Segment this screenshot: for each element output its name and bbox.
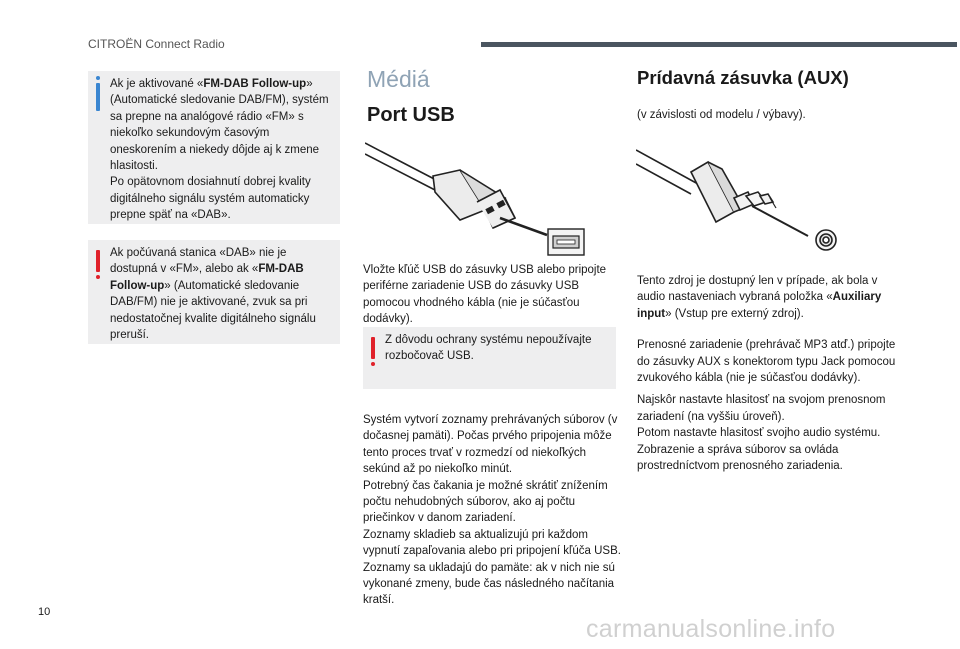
usb-plug-icon — [365, 140, 590, 260]
info-note-bold: FM-DAB Follow-up — [203, 78, 307, 90]
warning-note-bold: FM-DAB Follow-up — [110, 263, 304, 292]
aux-paragraph-1-text: Tento zdroj je dostupný len v prípade, ak bola v audio nastaveniach vybraná položka « — [637, 275, 878, 304]
info-note-text: Ak je aktivované « — [110, 78, 204, 90]
usb-description — [363, 412, 621, 609]
page-number: 10 — [38, 606, 51, 618]
aux-paragraph-3: Najskôr nastavte hlasitosť na svojom prenosnom zariadení (na vyššiu úroveň). — [637, 394, 886, 423]
header-bar — [481, 42, 957, 47]
warning-note-text: » (Automatické sledovanie DAB/FM) nie je aktivované, zvuk sa pri nedostatočnej kvalite digitálneho signálu preruší. — [110, 279, 316, 342]
aux-paragraph-4: Potom nastavte hlasitosť svojho audio systému. — [637, 427, 881, 440]
usb-warning-box — [363, 327, 616, 389]
usb-paragraph-2: Systém vytvorí zoznamy prehrávaných súborov (v dočasnej pamäti). Počas prvého pripojenia môže tento proces trvať v rozmedzí od niekoľkých sekúnd až po niekoľko minút. — [363, 414, 618, 476]
warning-icon — [371, 337, 375, 359]
info-note-paragraph-2: Po opätovnom dosiahnutí dobrej kvality digitálneho signálu systém automaticky prepne späť na «DAB». — [110, 176, 311, 222]
info-note-paragraph-1 — [110, 76, 332, 174]
usb-paragraph-4: Zoznamy skladieb sa aktualizujú pri každom vypnutí zapaľovania alebo pri pripojení kľúča USB. Zoznamy sa ukladajú do pamäte: ak v nich nie sú vykonané zmeny, bude čas následného načítania kratší. — [363, 528, 621, 607]
usb-warning-text: Z dôvodu ochrany systému nepoužívajte rozbočovač USB. — [385, 334, 592, 363]
aux-description — [637, 273, 899, 474]
watermark: carmanualsonline.info — [586, 615, 836, 643]
info-icon — [96, 83, 100, 111]
usb-paragraph-1: Vložte kľúč USB do zásuvky USB alebo pripojte periférne zariadenie USB do zásuvky USB pomocou vhodného kábla (nie je súčasťou dodávky). — [363, 264, 607, 326]
aux-paragraph-1-text: » (Vstup pre externý zdroj). — [665, 307, 804, 320]
aux-paragraph-5: Zobrazenie a správa súborov sa ovláda prostredníctvom prenosného zariadenia. — [637, 443, 843, 473]
aux-paragraph-1-bold: Auxiliary input — [637, 291, 882, 320]
media-section-title: Médiá — [367, 66, 430, 92]
aux-subtitle: (v závislosti od modelu / výbavy). — [637, 109, 806, 121]
warning-icon — [96, 250, 100, 272]
document-header-title: CITROËN Connect Radio — [88, 37, 225, 51]
usb-section-title: Port USB — [367, 104, 455, 126]
warning-note-box — [88, 240, 340, 344]
info-note-box — [88, 71, 340, 224]
info-note-text: » (Automatické sledovanie DAB/FM), systém sa prepne na analógové rádio «FM» s niekoľko sekundovým časovým oneskorením a niekedy dôjde aj k zmene hlasitosti. — [110, 78, 329, 173]
warning-note-text: Ak počúvaná stanica «DAB» nie je dostupná v «FM», alebo ak « — [110, 247, 287, 276]
warning-note-paragraph — [110, 245, 332, 343]
usb-paragraph-3: Potrebný čas čakania je možné skrátiť znížením počtu nehudobných súborov, ako aj počtu priečinkov v danom zariadení. — [363, 479, 608, 525]
aux-paragraph-2: Prenosné zariadenie (prehrávač MP3 atď.) pripojte do zásuvky AUX s konektorom typu Jack pomocou zvukového kábla (nie je súčasťou dodávky). — [637, 339, 896, 385]
jack-plug-icon — [636, 136, 856, 256]
aux-paragraph-1 — [637, 273, 899, 322]
aux-section-title: Prídavná zásuvka (AUX) — [637, 67, 849, 88]
